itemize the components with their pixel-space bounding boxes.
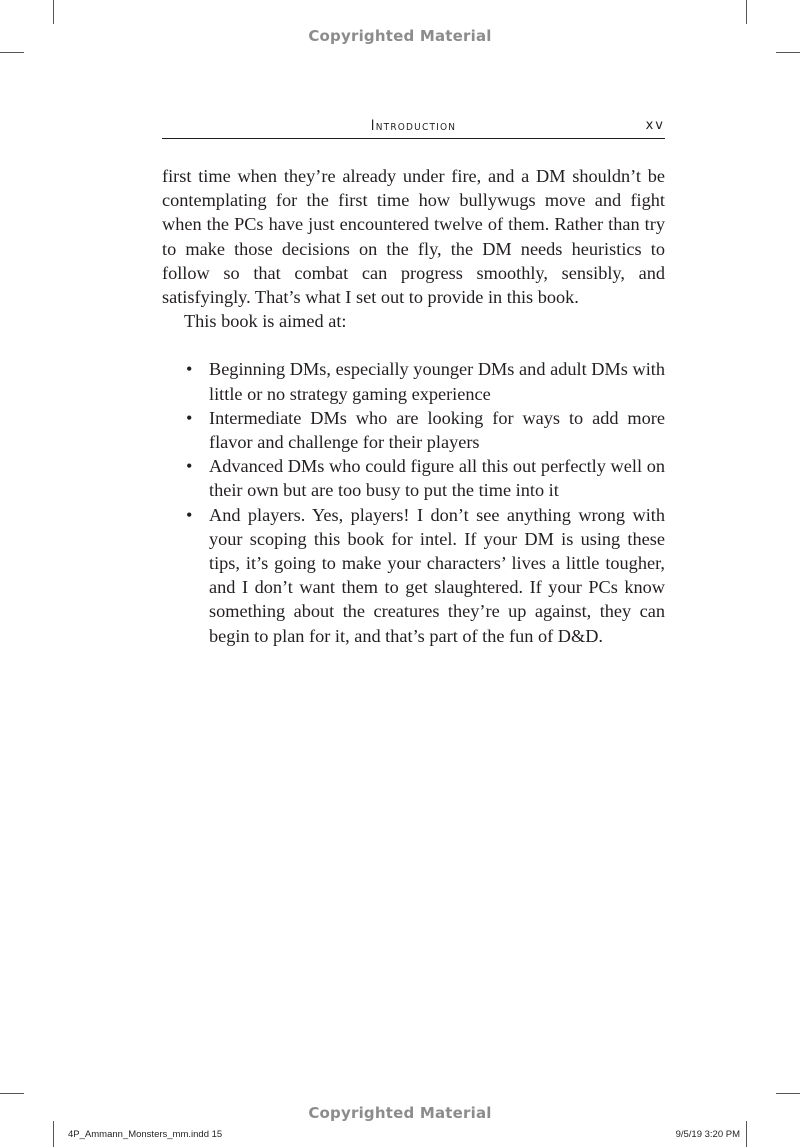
paragraph: first time when they’re already under fire, and a DM shouldn’t be contemplating for the first time how bullywugs move and fight when the PCs have just encountered twelve of them. Rather than try to make those decisions on the fly, the DM needs heuristics to follow so that combat can progress smoothly, sensibly, and satisfyingly. That’s what I set out to provide in this book. (162, 166, 665, 308)
bullet-icon: • (186, 407, 193, 428)
running-head (162, 116, 665, 139)
list-item (162, 454, 665, 502)
footer-timestamp: 9/5/19 3:20 PM (675, 1129, 740, 1140)
bullet-icon: • (186, 456, 193, 477)
list-item-text: And players. Yes, players! I don’t see anything wrong with your scoping this book for intel. If your DM is using these tips, it’s going to make your characters’ lives a little tougher, and I don’t want them to get slaughtered. If your PCs know something about the creatures they’re up against, they can begin to plan for it, and that’s part of the fun of D&D. (209, 504, 665, 646)
copyright-watermark-top: Copyrighted Material (308, 27, 492, 45)
list-item-text: Advanced DMs who could figure all this out perfectly well on their own but are too busy to put the time into it (209, 456, 665, 501)
paragraph: This book is aimed at: (184, 311, 347, 332)
crop-mark (746, 0, 747, 24)
list-item (162, 406, 665, 454)
crop-mark (53, 0, 54, 24)
crop-mark (0, 52, 24, 53)
bullet-list (162, 357, 665, 647)
section-title: Introduction (370, 118, 457, 134)
footer-file-info: 4P_Ammann_Monsters_mm.indd 15 (68, 1129, 223, 1140)
crop-mark (53, 1121, 54, 1147)
crop-mark (746, 1121, 747, 1147)
list-item (162, 357, 665, 405)
copyright-watermark-bottom: Copyrighted Material (308, 1104, 492, 1122)
bullet-icon: • (186, 359, 193, 380)
bullet-icon: • (186, 504, 193, 525)
body-text (162, 164, 665, 648)
page-number: xv (645, 118, 665, 133)
list-item-text: Beginning DMs, especially younger DMs and adult DMs with little or no strategy gaming experience (209, 359, 665, 404)
crop-mark (776, 52, 800, 53)
list-item-text: Intermediate DMs who are looking for ways to add more flavor and challenge for their players (209, 407, 665, 453)
crop-mark (0, 1093, 24, 1094)
list-item (162, 503, 665, 648)
crop-mark (776, 1093, 800, 1094)
